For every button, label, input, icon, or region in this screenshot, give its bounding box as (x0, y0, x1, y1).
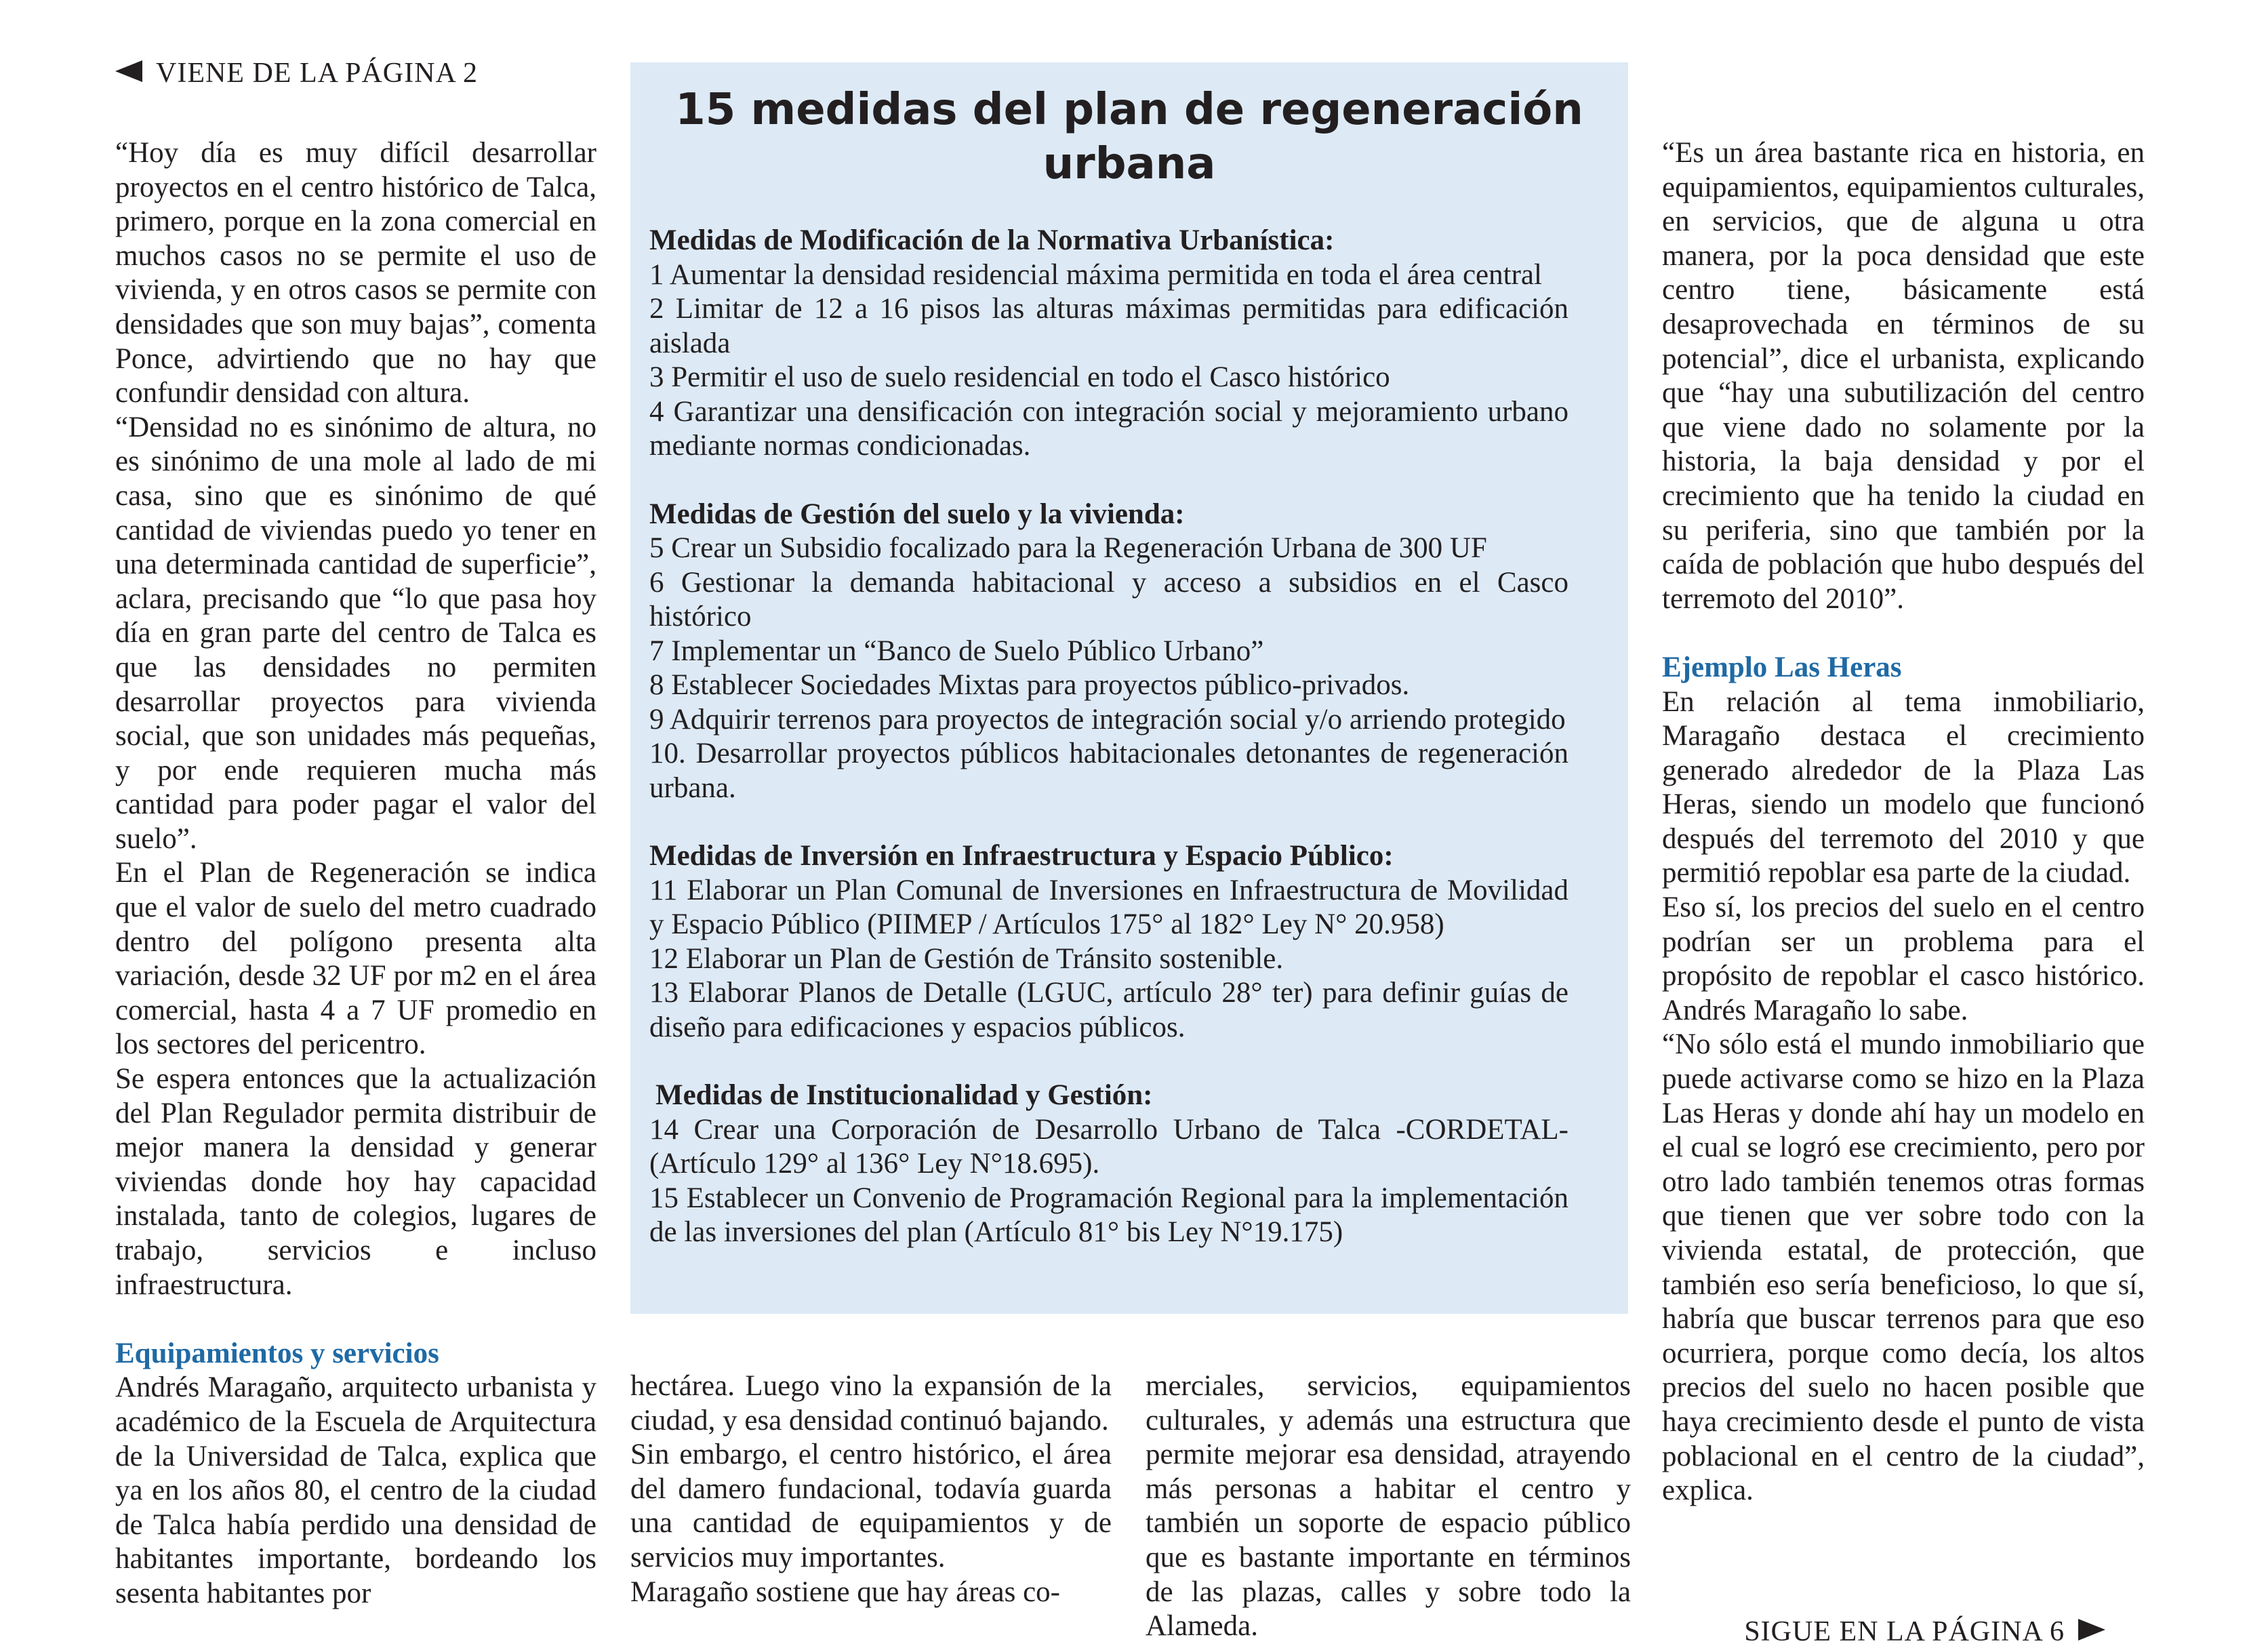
measures-section (649, 498, 1568, 806)
measure-item: 6 Gestionar la demanda habitacional y acceso a subsidios en el Casco histórico (649, 566, 1568, 632)
paragraph: Andrés Maragaño, arquitecto urbanista y académico de la Escuela de Arquitectura de la Universidad de Talca, explica que ya en los años 80, el centro de la ciudad de Talca había perdido una densidad de habitantes importante, bordeando los sesenta habitantes por (115, 1371, 596, 1609)
arrow-right-icon (2078, 1619, 2105, 1641)
measure-item: 11 Elaborar un Plan Comunal de Inversiones en Infraestructura de Movilidad y Espacio Público (PIIMEP / Artículos 175° al 182° Ley N° 20.958) (649, 874, 1568, 940)
measure-item: 9 Adquirir terrenos para proyectos de integración social y/o arriendo protegido (649, 703, 1566, 736)
box-body (649, 224, 1568, 1284)
section-heading: Medidas de Institucionalidad y Gestión: (655, 1079, 1153, 1111)
subhead-equipamientos: Equipamientos y servicios (115, 1337, 439, 1369)
paragraph: Maragaño sostiene que hay áreas co- (630, 1575, 1060, 1608)
measure-item: 3 Permitir el uso de suelo residencial en todo el Casco histórico (649, 361, 1390, 393)
paragraph: “Densidad no es sinónimo de altura, no es sinónimo de una mole al lado de mi casa, sino que es sinónimo de qué cantidad de viviendas puedo yo tener en una determinada cantidad de superficie”, aclara, precisando que “lo que pasa hoy día en gran parte del centro de Talca es que las densidades no permiten desarrollar proyectos para vivienda social, que son unidades más pequeñas, y por ende requieren mucha más cantidad para poder pagar el valor del suelo”. (115, 411, 596, 855)
paragraph: “Hoy día es muy difícil desarrollar proyectos en el centro histórico de Talca, primero, porque en la zona comercial en muchos casos no se permite el uso de vivienda, y en otros casos se permite con densidades que son muy bajas”, comenta Ponce, advirtiendo que no hay que confundir densidad con altura. (115, 137, 596, 409)
paragraph: En relación al tema inmobiliario, Maragaño destaca el crecimiento generado alrededor de la Plaza Las Heras, siendo un modelo que funcionó después del terremoto del 2010 y que permitió repoblar esa parte de la ciudad. (1662, 685, 2145, 889)
article-column-3 (630, 1369, 1112, 1609)
spacer (1662, 616, 2145, 651)
paragraph: Eso sí, los precios del suelo en el centro podrían ser un problema para el propósito de repoblar el casco histórico. Andrés Maragaño lo sabe. (1662, 891, 2145, 1026)
measure-item: 4 Garantizar una densificación con integración social y mejoramiento urbano mediante normas condicionadas. (649, 395, 1568, 462)
measure-item: 1 Aumentar la densidad residencial máxima permitida en toda el área central (649, 258, 1542, 291)
paragraph: merciales, servicios, equipamientos culturales, y además una estructura que permite mejorar esa densidad, atrayendo más personas a habitar el centro y también un soporte de espacio público que es bastante importante en términos de las plazas, calles y sobre todo la Alameda. (1146, 1370, 1631, 1643)
measures-box (630, 62, 1628, 1314)
box-title: 15 medidas del plan de regeneración urbana (675, 85, 1583, 189)
measure-item: 14 Crear una Corporación de Desarrollo Urbano de Talca -CORDETAL- (Artículo 129° al 136° Ley N°18.695). (649, 1113, 1568, 1180)
measures-section (649, 839, 1568, 1045)
paragraph: hectárea. Luego vino la expansión de la ciudad, y esa densidad continuó bajando. (630, 1370, 1112, 1436)
measure-item: 5 Crear un Subsidio focalizado para la Regeneración Urbana de 300 UF (649, 532, 1487, 564)
arrow-left-icon (115, 60, 142, 82)
paragraph: “Es un área bastante rica en historia, en equipamientos, equipamientos culturales, en servicios, que de alguna u otra manera, por la poca densidad que este centro tiene, básicamente está desaprovechada en términos de su potencial”, dice el urbanista, explicando que “hay una subutilización del centro que viene dado no solamente por la historia, la baja densidad y por el crecimiento que ha tenido la ciudad en su periferia, sino que también por la caída de población que hubo después del terremoto del 2010”. (1662, 137, 2145, 615)
measure-item: 15 Establecer un Convenio de Programación Regional para la implementación de las inversiones del plan (Artículo 81° bis Ley N°19.175) (649, 1182, 1568, 1248)
paragraph: En el Plan de Regeneración se indica que el valor de suelo del metro cuadrado dentro del polígono presenta alta variación, desde 32 UF por m2 en el área comercial, hasta 4 a 7 UF promedio en los sectores del pericentro. (115, 857, 596, 1061)
measure-item: 7 Implementar un “Banco de Suelo Público Urbano” (649, 635, 1264, 667)
measure-item: 10. Desarrollar proyectos públicos habitacionales detonantes de regeneración urbana. (649, 738, 1568, 804)
article-column-4 (1146, 1369, 1631, 1644)
section-heading: Medidas de Modificación de la Normativa Urbanística: (649, 224, 1335, 256)
next-page-marker (1744, 1615, 2105, 1648)
measure-item: 8 Establecer Sociedades Mixtas para proyectos público-privados. (649, 669, 1410, 701)
measures-section (649, 1079, 1568, 1250)
section-heading: Medidas de Gestión del suelo y la vivienda: (649, 498, 1185, 530)
measure-item: 2 Limitar de 12 a 16 pisos las alturas máximas permitidas para edificación aislada (649, 293, 1568, 359)
previous-page-marker (115, 57, 478, 89)
next-page-label: SIGUE EN LA PÁGINA 6 (1744, 1616, 2065, 1647)
measure-item: 13 Elaborar Planos de Detalle (LGUC, artículo 28° ter) para definir guías de diseño para edificaciones y espacios públicos. (649, 977, 1568, 1043)
article-column-5 (1662, 136, 2145, 1508)
spacer (115, 1302, 596, 1337)
previous-page-label: VIENE DE LA PÁGINA 2 (156, 58, 478, 89)
section-heading: Medidas de Inversión en Infraestructura y Espacio Público: (649, 840, 1394, 872)
article-column-1 (115, 136, 596, 1611)
measures-section (649, 224, 1568, 464)
subhead-las-heras: Ejemplo Las Heras (1662, 651, 1902, 683)
paragraph: Se espera entonces que la actualización del Plan Regulador permita distribuir de mejor manera la densidad y generar viviendas donde hoy hay capacidad instalada, tanto de colegios, lugares de trabajo, servicios e incluso infraestructura. (115, 1063, 596, 1301)
paragraph: Sin embargo, el centro histórico, el área del damero fundacional, todavía guarda una cantidad de equipamientos y de servicios muy importantes. (630, 1439, 1112, 1573)
paragraph: “No sólo está el mundo inmobiliario que puede activarse como se hizo en la Plaza Las Heras y donde ahí hay un modelo en el cual se logró ese crecimiento, pero por otro lado también tenemos otras formas que tienen que ver sobre todo con la vivienda estatal, de protección, que también eso sería beneficioso, lo que sí, habría que buscar terrenos para que eso ocurriera, porque como decía, los altos precios del suelo no hacen posible que haya crecimiento desde el punto de vista poblacional en el centro de la ciudad”, explica. (1662, 1028, 2145, 1507)
measure-item: 12 Elaborar un Plan de Gestión de Tránsito sostenible. (649, 942, 1284, 975)
